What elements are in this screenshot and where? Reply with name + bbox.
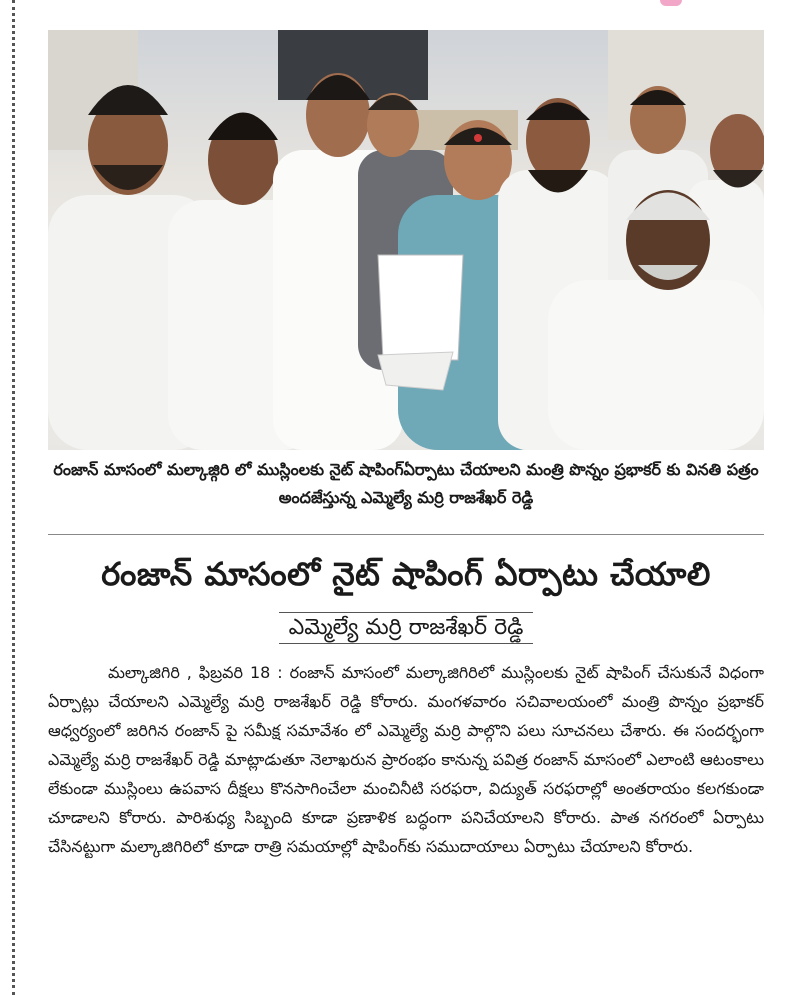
photo-illustration bbox=[48, 30, 764, 450]
news-photo bbox=[48, 30, 764, 450]
article-subheadline: ఎమ్మెల్యే మర్రి రాజశేఖర్ రెడ్డి bbox=[279, 612, 534, 644]
pink-tab-mark bbox=[660, 0, 682, 6]
article-headline: రంజాన్ మాసంలో నైట్ షాపింగ్ ఏర్పాటు చేయాలి bbox=[101, 555, 711, 593]
photo-caption: రంజాన్ మాసంలో మల్కాజ్గిరి లో ముస్లింలకు నైట్ షాపింగ్‌ఏర్పాటు చేయాలని మంత్రి పొన్నం ప్రభాకర్ కు వినతి పత్రం అందజేస్తున్న ఎమ్మెల్యే మర్రి రాజశేఖర్ రెడ్డి bbox=[53, 460, 759, 507]
subheadline-wrap bbox=[48, 612, 764, 644]
caption-divider bbox=[48, 534, 764, 535]
article-body bbox=[48, 658, 764, 861]
dotted-column-rule bbox=[12, 0, 15, 995]
article-paragraph: మల్కాజిగిరి , ఫిబ్రవరి 18 : రంజాన్ మాసంలో మల్కాజిగిరిలో ముస్లింలకు నైట్ షాపింగ్ చేసుకునే విధంగా ఏర్పాట్లు చేయాలని ఎమ్మెల్యే మర్రి రాజశేఖర్ రెడ్డి కోరారు. మంగళవారం సచివాలయంలో మంత్రి పొన్నం ప్రభాకర్ ఆధ్వర్యంలో జరిగిన రంజాన్ పై సమీక్ష సమావేశం లో ఎమ్మెల్యే మర్రి పాల్గొని పలు సూచనలు చేశారు. ఈ సందర్భంగా ఎమ్మెల్యే మర్రి రాజశేఖర్ రెడ్డి మాట్లాడుతూ నెలాఖరున ప్రారంభం కానున్న పవిత్ర రంజాన్ మాసంలో ఎలాంటి ఆటంకాలు లేకుండా ముస్లింలు ఉపవాస దీక్షలు కొనసాగించేలా మంచినీటి సరఫరా, విద్యుత్ సరఫరాల్లో అంతరాయం కలగకుండా చూడాలని కోరారు. పారిశుధ్య సిబ్బంది కూడా ప్రణాళిక బద్ధంగా పనిచేయాలని కోరారు. పాత నగరంలో ఏర్పాటు చేసినట్టుగా మల్కాజిగిరిలో కూడా రాత్రి సమయాల్లో షాపింగ్‌కు సముదాయాలు ఏర్పాటు చేయాలని కోరారు. bbox=[48, 663, 764, 856]
